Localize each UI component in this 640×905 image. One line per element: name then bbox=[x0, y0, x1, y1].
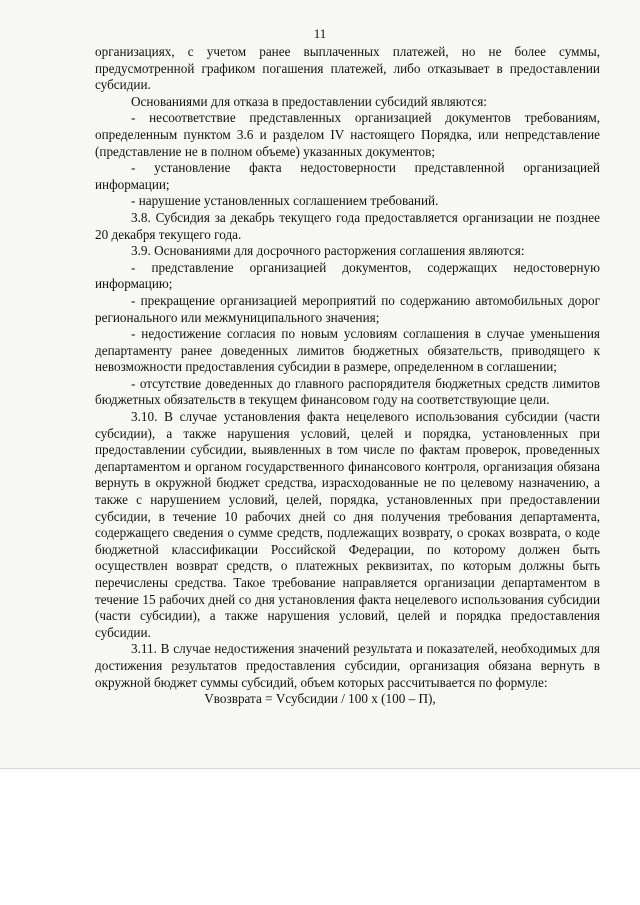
paragraph: - прекращение организацией мероприятий по содержанию автомобильных дорог регионального или межмуниципального значения; bbox=[95, 292, 600, 325]
paragraph: 3.10. В случае установления факта нецелевого использования субсидии (части субсидии), а также нарушения условий, целей и порядка, установленных при предоставлении субсидии, выявленных в том числе по фактам проверок, проведенных департаментом и органом государственного финансового контроля, организация обязана вернуть в окружной бюджет средства, израсходованные не по целевому назначению, а также с нарушением условий, целей, порядка, установленных при предоставлении субсидии, в течение 10 рабочих дней со дня получения требования департамента, содержащего сведения о сумме средств, подлежащих возврату, о сроках возврата, о коде бюджетной классификации Российской Федерации, по которому должен быть осуществлен возврат средств, о платежных реквизитах, по которым должны быть перечислены средства. Такое требование направляется организации департаментом в течение 15 рабочих дней со дня установления факта нецелевого использования субсидии (части субсидии), а также нарушения условий, целей и порядка предоставления субсидии. bbox=[95, 409, 600, 640]
body-text bbox=[95, 44, 600, 691]
formula: Vвозврата = Vсубсидии / 100 х (100 – П), bbox=[204, 691, 436, 706]
paragraph: - нарушение установленных соглашением требований. bbox=[131, 193, 439, 209]
paragraph: - представление организацией документов, содержащих недостоверную информацию; bbox=[95, 259, 600, 292]
paragraph: - несоответствие представленных организацией документов требованиям, определенным пунктом 3.6 и разделом IV настоящего Порядка, или непредставление (представление не в полном объеме) указанных документов; bbox=[95, 110, 600, 159]
paragraph: - отсутствие доведенных до главного распорядителя бюджетных средств лимитов бюджетных обязательств в текущем финансовом году на соответствующие цели. bbox=[95, 375, 600, 408]
paragraph: - недостижение согласия по новым условиям соглашения в случае уменьшения департаменту ранее доведенных лимитов бюджетных обязательств, приводящего к невозможности предоставления субсидии в размере, определенном в соглашении; bbox=[95, 326, 600, 375]
page-number: 11 bbox=[313, 26, 327, 41]
paragraph: 3.11. В случае недостижения значений результата и показателей, необходимых для достижения результатов предоставления субсидии, организация обязана вернуть в окружной бюджет суммы субсидий, объем которых рассчитывается по формуле: bbox=[95, 641, 600, 690]
paragraph: Основаниями для отказа в предоставлении субсидий являются: bbox=[131, 93, 487, 109]
paragraph: организациях, с учетом ранее выплаченных платежей, но не более суммы, предусмотренной графиком погашения платежей, либо отказывает в предоставлении субсидии. bbox=[95, 44, 600, 93]
blank-area bbox=[0, 769, 640, 905]
paragraph: - установление факта недостоверности представленной организацией информации; bbox=[95, 160, 600, 192]
paragraph: 3.8. Субсидия за декабрь текущего года предоставляется организации не позднее 20 декабря текущего года. bbox=[95, 209, 600, 242]
paragraph: 3.9. Основаниями для досрочного расторжения соглашения являются: bbox=[131, 243, 525, 259]
